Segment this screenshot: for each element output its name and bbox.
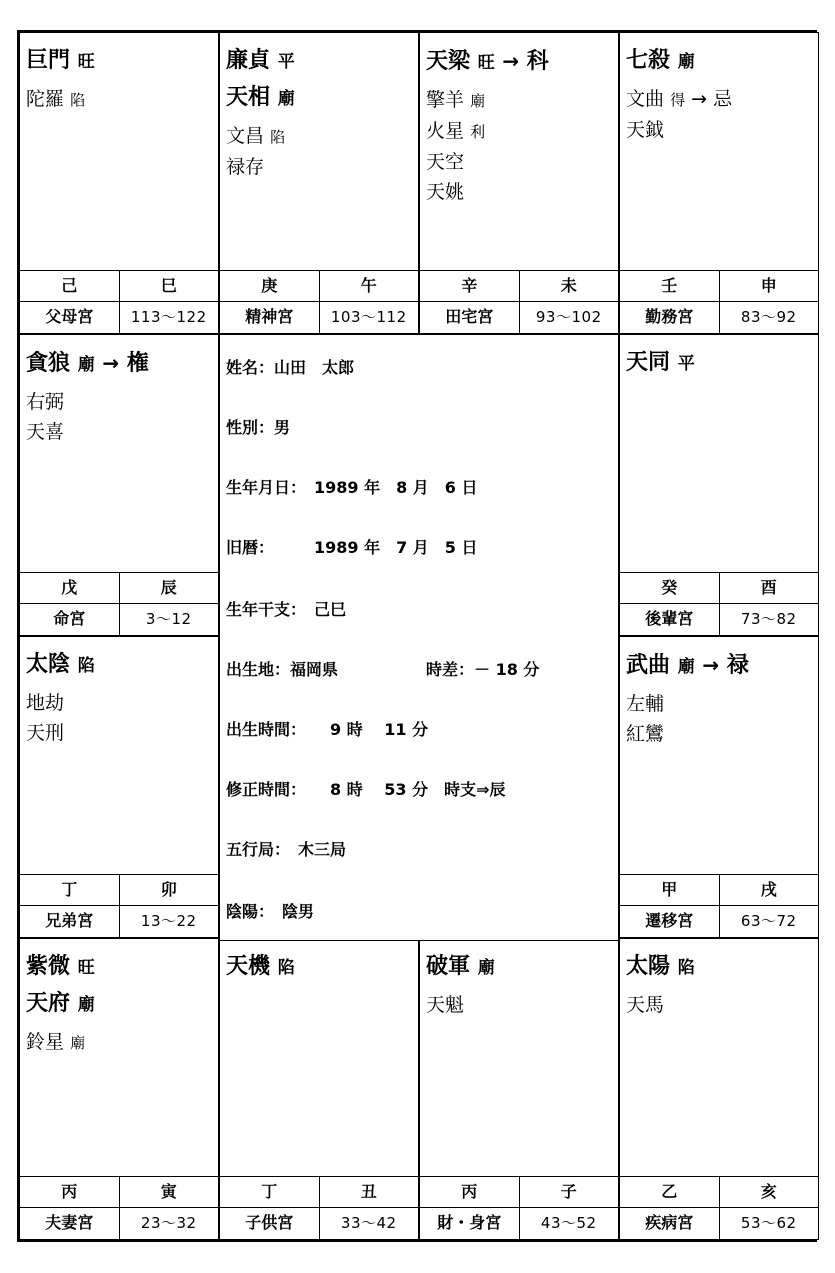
minor-star (226, 121, 412, 152)
palace-age-row (220, 301, 418, 333)
palace-age-row (620, 301, 818, 333)
palace-stars (620, 33, 818, 145)
brightness: 廟 (77, 355, 95, 375)
minor-star-name: 天喜 (26, 421, 65, 443)
palace-name: 遷移宮 (645, 911, 694, 930)
minor-stars (26, 84, 212, 115)
age-range: 23～32 (119, 1208, 219, 1239)
minor-star-name: 火星 (426, 120, 465, 142)
minor-stars (226, 121, 412, 182)
minor-star-name: 紅鸞 (626, 723, 665, 745)
minor-star-name: 鈴星 (26, 1031, 65, 1053)
main-star-name: 武曲 (626, 653, 671, 678)
earthly-branch: 戌 (719, 875, 819, 906)
palace-age-row (620, 905, 818, 937)
palace-yin (19, 938, 219, 1240)
palace-name: 勤務宮 (645, 307, 694, 326)
palace-age-row (620, 1207, 818, 1239)
age-range: 43～52 (519, 1208, 619, 1239)
stem-branch-row (220, 1176, 418, 1208)
main-star-name: 廉貞 (226, 48, 271, 73)
palace-name: 夫妻宮 (45, 1213, 94, 1232)
minor-star (426, 990, 612, 1020)
minor-star (626, 990, 812, 1020)
stem-branch-row (20, 270, 218, 302)
minor-star-name: 左輔 (626, 693, 665, 715)
palace-name: 田宅宮 (445, 307, 494, 326)
minor-stars (426, 990, 612, 1020)
info-birth-date: 生年月日： 1989 年 8 月 6 日 (226, 478, 478, 497)
brightness: 陷 (77, 656, 95, 676)
info-lunar-date: 旧暦： 1989 年 7 月 5 日 (226, 538, 478, 557)
transformation: 禄 (726, 653, 749, 678)
stem-branch-row (620, 270, 818, 302)
earthly-branch: 丑 (319, 1177, 419, 1208)
transformation: 権 (126, 351, 149, 376)
minor-star-name: 天姚 (426, 181, 465, 203)
age-range: 13～22 (119, 906, 219, 937)
main-star (626, 349, 812, 378)
minor-star-name: 天馬 (626, 994, 665, 1016)
palace-stars (20, 637, 218, 748)
earthly-branch: 午 (319, 271, 419, 302)
brightness: 廟 (677, 52, 695, 72)
age-range: 83～92 (719, 302, 819, 333)
main-star-name: 天梁 (426, 49, 471, 74)
brightness: 陷 (70, 91, 86, 109)
palace-xu (619, 636, 819, 938)
stem-branch-row (620, 572, 818, 604)
earthly-branch: 子 (519, 1177, 619, 1208)
stem-branch-row (420, 270, 618, 302)
palace-shen (619, 32, 819, 334)
palace-name: 疾病宮 (645, 1213, 694, 1232)
palace-stars (620, 939, 818, 1020)
minor-stars (626, 689, 812, 749)
palace-age-row (20, 1207, 218, 1239)
main-star (26, 953, 212, 982)
palace-name: 後輩宮 (645, 609, 694, 628)
minor-stars (626, 84, 812, 145)
brightness: 利 (470, 123, 486, 141)
brightness: 廟 (70, 1034, 86, 1052)
minor-star (626, 689, 812, 719)
brightness: 陷 (270, 128, 286, 146)
palace-name: 父母宮 (45, 307, 94, 326)
minor-star (26, 417, 212, 447)
palace-stars (220, 939, 418, 982)
heavenly-stem: 丁 (61, 880, 78, 899)
minor-star (26, 688, 212, 718)
palace-name: 精神宮 (245, 307, 294, 326)
main-star (26, 990, 212, 1019)
info-birthplace: 出生地：福岡県 (226, 660, 339, 679)
brightness: 廟 (677, 657, 695, 677)
minor-star-name: 擎羊 (426, 89, 465, 111)
minor-star (426, 147, 612, 177)
stem-branch-row (220, 270, 418, 302)
brightness: 廟 (77, 995, 95, 1015)
minor-stars (626, 990, 812, 1020)
minor-star (426, 85, 612, 116)
main-star (26, 651, 212, 680)
age-range: 63～72 (719, 906, 819, 937)
age-range: 3～12 (119, 604, 219, 635)
heavenly-stem: 癸 (661, 578, 678, 597)
minor-stars (26, 1027, 212, 1058)
minor-star-name: 天空 (426, 151, 465, 173)
arrow-icon: → (102, 351, 120, 375)
age-range: 33～42 (319, 1208, 419, 1239)
minor-star-name: 右弼 (26, 391, 65, 413)
minor-star (626, 115, 812, 145)
earthly-branch: 亥 (719, 1177, 819, 1208)
brightness: 陷 (277, 958, 295, 978)
main-star (226, 84, 412, 113)
palace-age-row (220, 1207, 418, 1239)
minor-star (26, 84, 212, 115)
heavenly-stem: 丁 (261, 1182, 278, 1201)
age-range: 73～82 (719, 604, 819, 635)
main-star-name: 紫微 (26, 954, 71, 979)
transformation: 科 (526, 49, 549, 74)
earthly-branch: 未 (519, 271, 619, 302)
main-star (26, 349, 212, 379)
minor-star-name: 天刑 (26, 722, 65, 744)
main-star (226, 953, 412, 982)
minor-star-name: 禄存 (226, 156, 265, 178)
age-range: 53～62 (719, 1208, 819, 1239)
earthly-branch: 酉 (719, 573, 819, 604)
main-star-name: 貪狼 (26, 351, 71, 376)
main-star (626, 953, 812, 982)
heavenly-stem: 辛 (461, 276, 478, 295)
minor-star (226, 152, 412, 182)
minor-star (26, 387, 212, 417)
main-star-name: 天機 (226, 954, 271, 979)
minor-star (626, 84, 812, 115)
palace-you (619, 334, 819, 636)
palace-age-row (620, 603, 818, 635)
stem-branch-row (620, 874, 818, 906)
palace-age-row (420, 1207, 618, 1239)
brightness: 平 (277, 52, 295, 72)
main-star-name: 太陽 (626, 954, 671, 979)
main-star (626, 651, 812, 681)
minor-star-name: 地劫 (26, 692, 65, 714)
info-wuxing: 五行局： 木三局 (226, 840, 347, 859)
palace-name: 兄弟宮 (45, 911, 94, 930)
palace-stars (620, 335, 818, 378)
palace-chou (219, 938, 419, 1240)
minor-star-name: 文昌 (226, 125, 265, 147)
main-star-name: 天相 (226, 85, 271, 110)
palace-age-row (20, 603, 218, 635)
palace-stars (420, 33, 618, 207)
heavenly-stem: 丙 (461, 1182, 478, 1201)
arrow-icon: → (502, 49, 520, 73)
stem-branch-row (420, 1176, 618, 1208)
heavenly-stem: 戊 (61, 578, 78, 597)
palace-hai (619, 938, 819, 1240)
info-gender: 性別：男 (226, 418, 291, 437)
info-time-diff: 時差：－ 18 分 (426, 660, 540, 679)
minor-stars (26, 387, 212, 447)
arrow-icon: → (702, 653, 720, 677)
palace-age-row (20, 905, 218, 937)
earthly-branch: 申 (719, 271, 819, 302)
age-range: 93～102 (519, 302, 619, 333)
stem-branch-row (20, 572, 218, 604)
palace-zi (419, 938, 619, 1240)
minor-star (626, 719, 812, 749)
main-star (26, 47, 212, 76)
palace-stars (620, 637, 818, 749)
palace-mao (19, 636, 219, 938)
minor-star (26, 718, 212, 748)
heavenly-stem: 庚 (261, 276, 278, 295)
heavenly-stem: 壬 (661, 276, 678, 295)
brightness: 旺 (477, 53, 495, 73)
main-star-name: 破軍 (426, 954, 471, 979)
birth-info-panel (219, 334, 619, 941)
main-star-name: 天府 (26, 991, 71, 1016)
age-range: 113～122 (119, 302, 219, 333)
minor-star-name: 陀羅 (26, 88, 65, 110)
palace-stars (420, 939, 618, 1020)
earthly-branch: 巳 (119, 271, 219, 302)
minor-star (26, 1027, 212, 1058)
brightness: 平 (677, 354, 695, 374)
palace-name: 子供宮 (245, 1213, 294, 1232)
palace-stars (220, 33, 418, 182)
brightness: 旺 (77, 958, 95, 978)
palace-name: 命宮 (53, 609, 86, 628)
main-star-name: 太陰 (26, 652, 71, 677)
minor-star (426, 177, 612, 207)
palace-wei (419, 32, 619, 334)
main-star (426, 953, 612, 982)
palace-chen (19, 334, 219, 636)
heavenly-stem: 甲 (661, 880, 678, 899)
age-range: 103～112 (319, 302, 419, 333)
earthly-branch: 辰 (119, 573, 219, 604)
main-star-name: 天同 (626, 350, 671, 375)
earthly-branch: 卯 (119, 875, 219, 906)
main-star (426, 47, 612, 77)
info-name: 姓名：山田 太郎 (226, 358, 355, 377)
palace-stars (20, 33, 218, 115)
palace-name: 財・身宮 (437, 1213, 502, 1232)
brightness: 陷 (677, 958, 695, 978)
minor-star-name: 天鉞 (626, 119, 665, 141)
heavenly-stem: 乙 (661, 1182, 678, 1201)
minor-stars (426, 85, 612, 207)
info-ganzhi: 生年干支： 己巳 (226, 600, 347, 619)
palace-si (19, 32, 219, 334)
brightness: 廟 (470, 92, 486, 110)
arrow-icon: → (691, 88, 708, 110)
stem-branch-row (620, 1176, 818, 1208)
main-star (226, 47, 412, 76)
info-birth-time: 出生時間： 9 時 11 分 (226, 720, 429, 739)
brightness: 得 (670, 91, 686, 109)
heavenly-stem: 丙 (61, 1182, 78, 1201)
palace-stars (20, 335, 218, 447)
palace-age-row (420, 301, 618, 333)
minor-star-name: 文曲 (626, 88, 665, 110)
palace-age-row (20, 301, 218, 333)
heavenly-stem: 己 (61, 276, 78, 295)
stem-branch-row (20, 874, 218, 906)
minor-star-name: 天魁 (426, 994, 465, 1016)
ziwei-chart (17, 30, 817, 1242)
main-star-name: 七殺 (626, 48, 671, 73)
minor-star (426, 116, 612, 147)
info-yinyang: 陰陽： 陰男 (226, 902, 315, 921)
main-star-name: 巨門 (26, 48, 71, 73)
transformation: 忌 (713, 88, 733, 110)
palace-stars (20, 939, 218, 1058)
palace-wu (219, 32, 419, 334)
stem-branch-row (20, 1176, 218, 1208)
brightness: 旺 (77, 52, 95, 72)
brightness: 廟 (277, 89, 295, 109)
info-corrected-time: 修正時間： 8 時 53 分 時支⇒辰 (226, 780, 506, 799)
main-star (626, 47, 812, 76)
brightness: 廟 (477, 958, 495, 978)
minor-stars (26, 688, 212, 748)
earthly-branch: 寅 (119, 1177, 219, 1208)
